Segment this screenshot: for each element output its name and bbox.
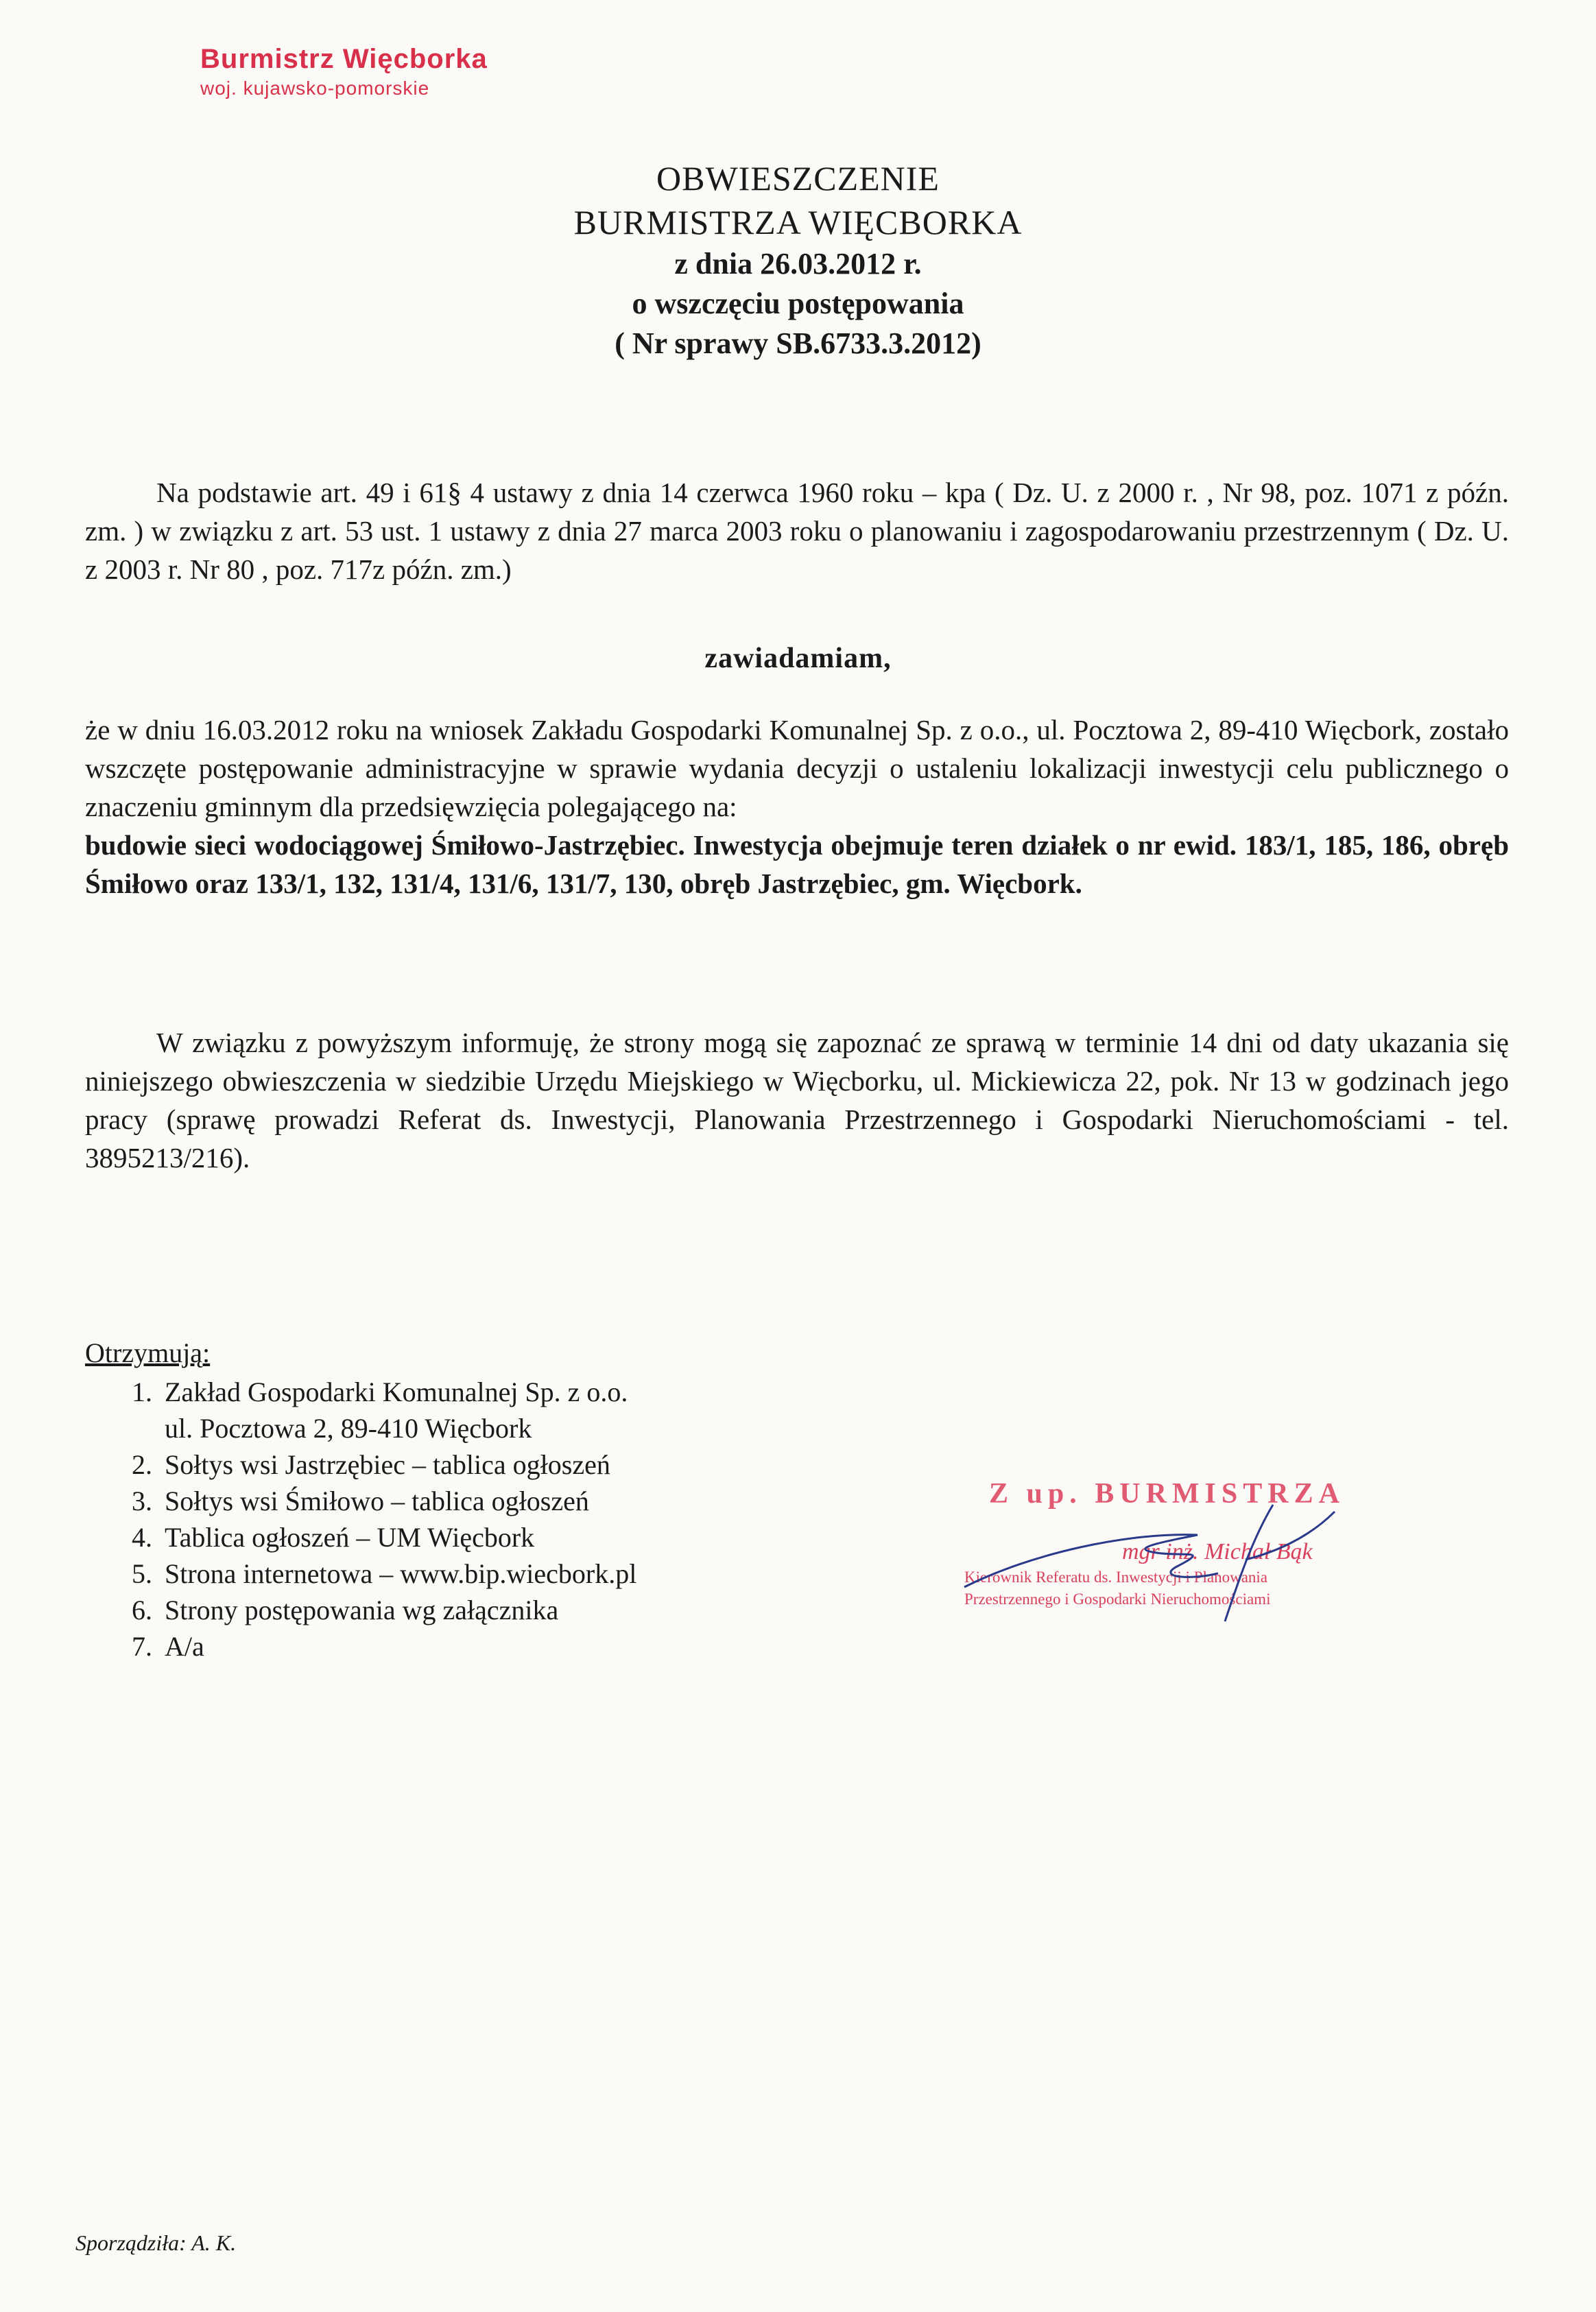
list-item xyxy=(85,1592,636,1628)
list-item-text: Zakład Gospodarki Komunalnej Sp. z o.o. xyxy=(165,1377,628,1407)
title-subject: o wszczęciu postępowania xyxy=(632,287,964,320)
title-date: z dnia 26.03.2012 r. xyxy=(674,247,922,281)
list-item-number: 5. xyxy=(132,1558,152,1589)
title-case-number: ( Nr sprawy SB.6733.3.2012) xyxy=(615,326,981,360)
title-line1: OBWIESZCZENIE xyxy=(656,159,940,198)
main-paragraph xyxy=(85,711,1509,903)
list-item-text: Sołtys wsi Śmiłowo – tablica ogłoszeń xyxy=(165,1486,589,1516)
signature-stamp-position2: Przestrzennego i Gospodarki Nieruchomościami xyxy=(964,1590,1271,1608)
recipients-list xyxy=(85,1335,636,1665)
signature-stamp xyxy=(951,1477,1390,1609)
handwritten-signature xyxy=(951,1477,1390,1628)
list-item-number: 6. xyxy=(132,1595,152,1625)
recipients-heading: Otrzymują: xyxy=(85,1337,211,1368)
list-item-number: 7. xyxy=(132,1631,152,1662)
list-item-number: 1. xyxy=(132,1377,152,1407)
stamp-header-line2: woj. kujawsko-pomorskie xyxy=(200,78,430,99)
title-line2: BURMISTRZA WIĘCBORKA xyxy=(573,203,1023,241)
list-item-text: Sołtys wsi Jastrzębiec – tablica ogłoszeń xyxy=(165,1449,610,1480)
signature-stamp-line1: Z up. BURMISTRZA xyxy=(989,1478,1345,1510)
list-item-number: 2. xyxy=(132,1449,152,1480)
signature-stamp-name: mgr inż. Michał Bąk xyxy=(1122,1539,1313,1564)
list-item xyxy=(85,1446,636,1483)
list-item-text: A/a xyxy=(165,1631,204,1662)
list-item-number: 4. xyxy=(132,1522,152,1553)
list-item-text: Strony postępowania wg załącznika xyxy=(165,1595,559,1625)
legal-basis-paragraph xyxy=(85,473,1509,588)
legal-basis-text: Na podstawie art. 49 i 61§ 4 ustawy z dnia 14 czerwca 1960 roku – kpa ( Dz. U. z 2000 r. , Nr 98, poz. 1071 z późn. zm. ) w związku z art. 53 ust. 1 ustawy z dnia 27 marca 2003 roku o planowaniu i zagospodarowaniu przestrzennym ( Dz. U. z 2003 r. Nr 80 , poz. 717z późn. zm.) xyxy=(85,477,1509,585)
signature-stamp-position1: Kierownik Referatu ds. Inwestycji i Planowania xyxy=(964,1569,1267,1586)
document-title xyxy=(0,156,1596,364)
main-intro-text: że w dniu 16.03.2012 roku na wniosek Zakładu Gospodarki Komunalnej Sp. z o.o., ul. Pocztowa 2, 89-410 Więcbork, zostało wszczęte postępowanie administracyjne w sprawie wydania decyzji o ustaleniu lokalizacji inwestycji celu publicznego o znaczeniu gminnym dla przedsięwzięcia polegającego na: xyxy=(85,714,1509,822)
stamp-header-line1: Burmistrz Więcborka xyxy=(200,44,488,74)
info-text: W związku z powyższym informuję, że strony mogą się zapoznać ze sprawą w terminie 14 dni od daty ukazania się niniejszego obwieszczenia w siedzibie Urzędu Miejskiego w Więcborku, ul. Mickiewicza 22, pok. Nr 13 w godzinach jego pracy (sprawę prowadzi Referat ds. Inwestycji, Planowania Przestrzennego i Gospodarki Nieruchomościami - tel. 3895213/216). xyxy=(85,1027,1509,1173)
notify-heading: zawiadamiam, xyxy=(704,643,892,674)
info-paragraph xyxy=(85,1023,1509,1177)
list-item xyxy=(85,1519,636,1556)
list-item xyxy=(85,1628,636,1665)
main-bold-text: budowie sieci wodociągowej Śmiłowo-Jastrzębiec. Inwestycja obejmuje teren działek o nr ewid. 183/1, 185, 186, obręb Śmiłowo oraz 133/1, 132, 131/4, 131/6, 131/7, 130, obręb Jastrzębiec, gm. Więcbork. xyxy=(85,829,1509,899)
list-item xyxy=(85,1483,636,1519)
list-item-text: Strona internetowa – www.bip.wiecbork.pl xyxy=(165,1558,637,1589)
list-item-continuation: ul. Pocztowa 2, 89-410 Więcbork xyxy=(165,1413,532,1444)
list-item xyxy=(85,1374,636,1446)
list-item-number: 3. xyxy=(132,1486,152,1516)
prepared-by-footer: Sporządziła: A. K. xyxy=(75,2230,237,2255)
list-item xyxy=(85,1556,636,1592)
list-item-text: Tablica ogłoszeń – UM Więcbork xyxy=(165,1522,535,1553)
mayor-header-stamp xyxy=(200,44,488,99)
